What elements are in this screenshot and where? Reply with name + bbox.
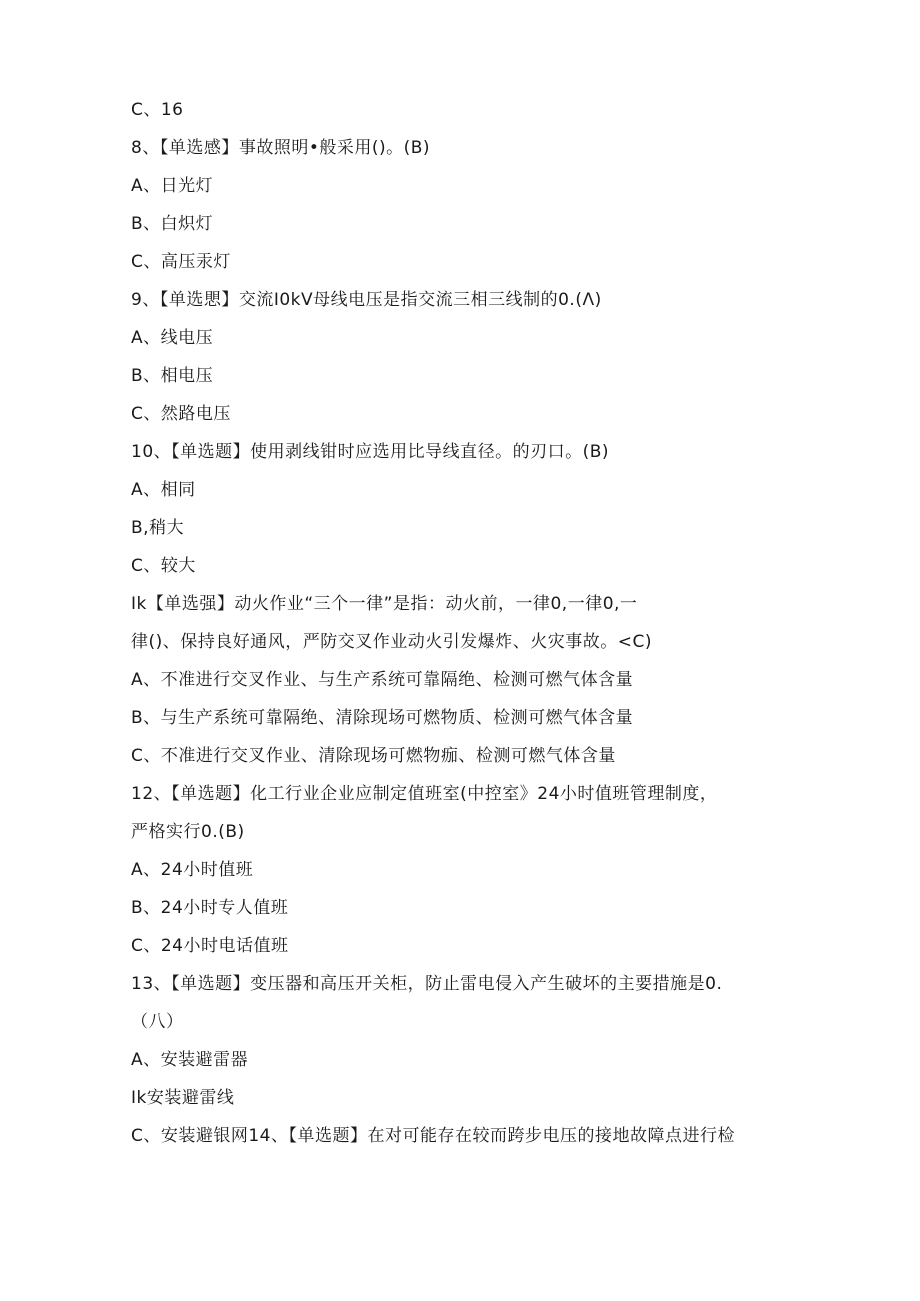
- question-13-line-1: 13、【单选题】变压器和高压开关柜，防止雷电侵入产生破坏的主要措施是0.: [131, 974, 723, 994]
- option-c-q10: C、较大: [131, 556, 196, 576]
- option-c-q9: C、然路电压: [131, 404, 231, 424]
- option-a-q9: A、线电压: [131, 328, 214, 348]
- option-c-q11: C、不准进行交叉作业、清除现场可燃物痂、检测可燃气体含量: [131, 746, 616, 766]
- option-a-q10: A、相同: [131, 480, 196, 500]
- question-9: 9、【单选愳】交流I0kV母线电压是指交流三相三线制的0.(Λ): [131, 290, 602, 310]
- option-c-q12: C、24小时电话值班: [131, 936, 289, 956]
- option-b-q8: B、白炽灯: [131, 214, 214, 234]
- option-c-q7: C、16: [131, 100, 184, 120]
- option-a-q8: A、日光灯: [131, 176, 214, 196]
- option-b-q10: B,稍大: [131, 518, 185, 538]
- option-b-q12: B、24小时专人值班: [131, 898, 289, 918]
- option-a-q12: A、24小时值班: [131, 860, 254, 880]
- question-10: 10、【单选题】使用剥线钳时应选用比导线直径。的刃口。(B): [131, 442, 610, 462]
- option-b-q9: B、相电压: [131, 366, 214, 386]
- option-b-q11: B、与生产系统可靠隔绝、清除现场可燃物质、检测可燃气体含量: [131, 708, 634, 728]
- question-12-line-2: 严格实行0.(B): [131, 822, 245, 842]
- question-11-line-1: Ik【单选强】动火作业“三个一律”是指：动火前，一律0,一律0,一: [131, 594, 638, 614]
- question-13-answer: （八）: [131, 1012, 184, 1032]
- option-a-q11: A、不准进行交叉作业、与生产系统可靠隔绝、检测可燃气体含量: [131, 670, 634, 690]
- option-a-q13: A、安装避雷器: [131, 1050, 249, 1070]
- question-11-line-2: 律()、保持良好通风，严防交叉作业动火引发爆炸、火灾事故。<C): [131, 632, 653, 652]
- question-12-line-1: 12、【单选题】化工行业企业应制定值班室(中控室》24小时值班管理制度，: [131, 784, 718, 804]
- option-b-q13: Ik安装避雷线: [131, 1088, 235, 1108]
- option-c-q8: C、高压汞灯: [131, 252, 231, 272]
- question-8: 8、【单选感】事故照明•般采用()。(B): [131, 138, 431, 158]
- option-c-q13-and-question-14: C、安装避银网14、【单选题】在对可能存在较而跨步电压的接地故障点进行检: [131, 1126, 736, 1146]
